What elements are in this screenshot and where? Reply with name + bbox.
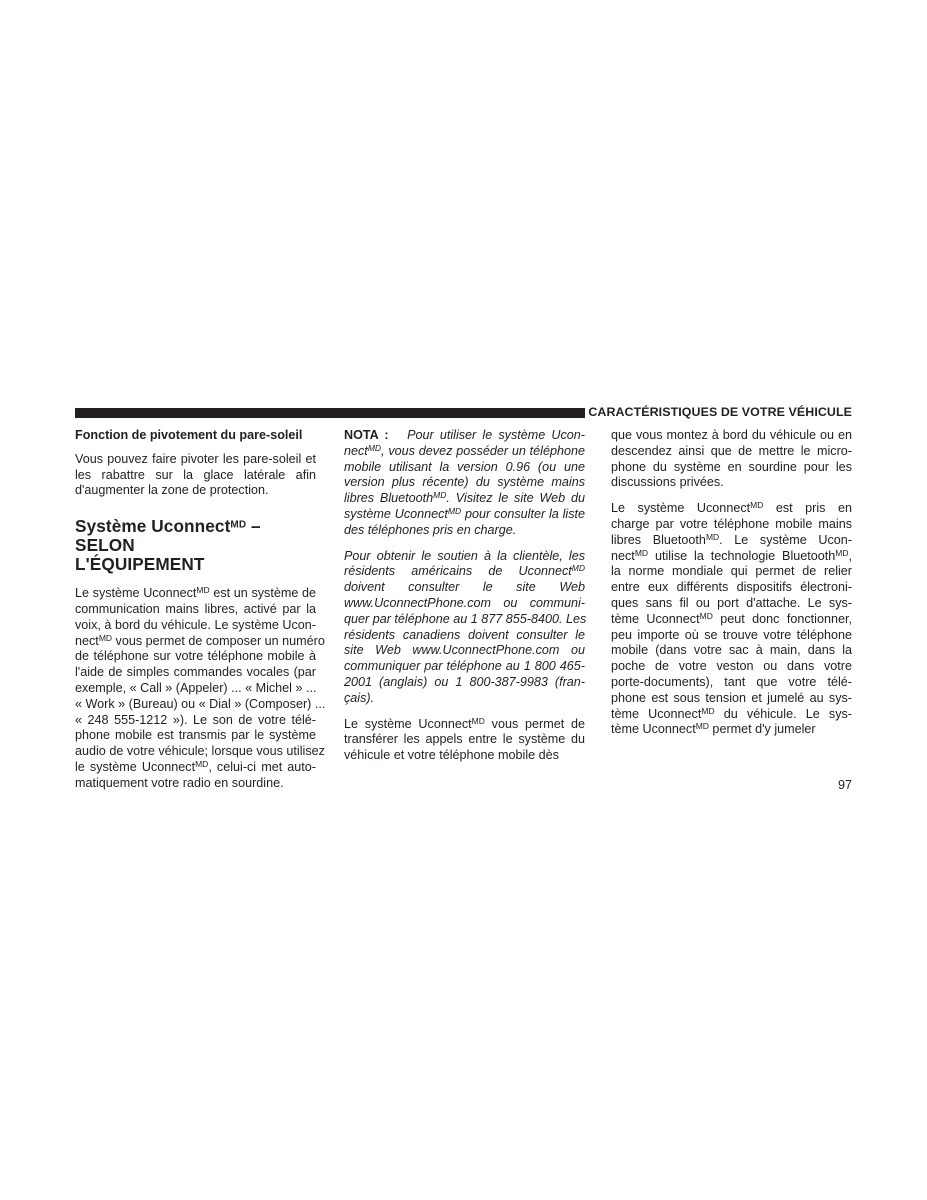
- column-1: [75, 428, 326, 802]
- paragraph-call-transfer: [344, 717, 585, 764]
- text-line: entre eux différents dispositifs électroni-: [611, 580, 852, 595]
- column-3: [611, 428, 852, 748]
- text-line: phone mobile est transmis par le système: [75, 728, 316, 743]
- text-line: poche de votre veston ou dans votre: [611, 659, 852, 674]
- paragraph-customer-support: [344, 549, 585, 707]
- text-line: libres Bluetooth$^{MD}$. Le système Ucon-: [611, 531, 852, 547]
- text-line: matiquement votre radio en sourdine.: [75, 775, 284, 790]
- column-2: [344, 428, 585, 774]
- text-line: Pour obtenir le soutien à la clientèle, les: [344, 548, 585, 563]
- text-line: véhicule et votre téléphone mobile dès: [344, 748, 559, 763]
- text-line: peu importe où se trouve votre téléphone: [611, 627, 852, 642]
- text-line: des téléphones pris en charge.: [344, 522, 517, 537]
- text-line: le système Uconnect$^{MD}$, celui-ci met auto-: [75, 759, 316, 774]
- text-line: communiquer par téléphone au 1 800 465-: [344, 659, 585, 674]
- text-line: résidents américains de Uconnect$^{MD}$: [344, 563, 585, 579]
- text-line: Le système Uconnect$^{MD}$ est pris en: [611, 500, 852, 516]
- text-line: çais).: [344, 690, 375, 705]
- text-line: 2001 (anglais) ou 1 800-387-9983 (fran-: [344, 674, 585, 689]
- paragraph-sun-visor: [75, 452, 316, 499]
- text-line: exemple, « Call » (Appeler) ... « Michel » ...: [75, 680, 317, 695]
- text-line: nect$^{MD}$ vous permet de composer un numéro: [75, 632, 325, 648]
- text-line: transférer les appels entre le système du: [344, 732, 585, 747]
- text-line: nect$^{MD}$ utilise la technologie Bluetooth$^{MD}$,: [611, 547, 852, 563]
- text-line: NOTA : Pour utiliser le système Ucon-: [344, 428, 585, 442]
- text-line: « 248 555-1212 »). Le son de votre télé-: [75, 712, 316, 727]
- text-line: résidents canadiens doivent consulter le: [344, 627, 585, 642]
- text-line: tème Uconnect$^{MD}$ du véhicule. Le sys-: [611, 705, 852, 721]
- subheading-sun-visor: Fonction de pivotement du pare-soleil: [75, 428, 303, 442]
- text-line: « Work » (Bureau) ou « Dial » (Composer) ...: [75, 696, 326, 711]
- heading-uconnect: Système Uconnect$^{MD}$ – SELON L'ÉQUIPEMENT: [75, 516, 261, 575]
- text-line: de téléphone sur votre téléphone mobile à: [75, 649, 316, 664]
- text-line: Vous pouvez faire pivoter les pare-soleil et: [75, 451, 316, 466]
- text-line: tème Uconnect$^{MD}$ permet d'y jumeler: [611, 721, 816, 737]
- text-line: système Uconnect$^{MD}$ pour consulter la liste: [344, 506, 585, 521]
- text-line: www.UconnectPhone.com ou communi-: [344, 595, 585, 610]
- text-line: voix, à bord du véhicule. Le système Ucon-: [75, 617, 316, 632]
- text-line: mobile (dans votre sac à main, dans la: [611, 643, 852, 658]
- text-line: les rabattre sur la glace latérale afin: [75, 467, 316, 482]
- text-line: audio de votre véhicule; lorsque vous utilisez: [75, 744, 325, 759]
- text-line: phone du système en sourdine pour les: [611, 459, 852, 474]
- text-line: Le système Uconnect$^{MD}$ est un système de: [75, 585, 316, 601]
- header-rule: [75, 408, 585, 418]
- text-line: discussions privées.: [611, 475, 724, 490]
- text-line: libres Bluetooth$^{MD}$. Visitez le site Web du: [344, 490, 586, 506]
- text-line: nect$^{MD}$, vous devez posséder un téléphone: [344, 442, 585, 458]
- text-line: d'augmenter la zone de protection.: [75, 483, 269, 498]
- text-line: version plus récente) du système mains: [344, 475, 585, 490]
- text-line: communication mains libres, activé par la: [75, 601, 316, 616]
- paragraph-bluetooth: [611, 501, 852, 738]
- text-line: ques sans fil ou port d'attache. Le sys-: [611, 595, 852, 610]
- text-line: quer par téléphone au 1 877 855-8400. Les: [344, 611, 587, 626]
- page-number: 97: [837, 778, 852, 792]
- section-title: CARACTÉRISTIQUES DE VOTRE VÉHICULE: [588, 405, 852, 419]
- text-line: doivent consulter le site Web: [344, 580, 585, 595]
- text-line: phone est sous tension et jumelé au sys-: [611, 690, 852, 705]
- text-line: porte-documents), tant que votre télé-: [611, 674, 852, 689]
- text-line: l'aide de simples commandes vocales (par: [75, 665, 316, 680]
- text-line: Le système Uconnect$^{MD}$ vous permet de: [344, 715, 585, 731]
- text-line: que vous montez à bord du véhicule ou en: [611, 428, 852, 442]
- paragraph-mute-microphone: [611, 428, 852, 491]
- text-line: site Web www.UconnectPhone.com ou: [344, 643, 585, 658]
- text-line: mobile utilisant la version 0.96 (ou une: [344, 459, 585, 474]
- note-block: [344, 428, 585, 539]
- text-line: descendez ainsi que de mettre le micro-: [611, 443, 852, 458]
- text-line: la norme mondiale qui permet de relier: [611, 564, 852, 579]
- paragraph-uconnect-intro: [75, 585, 326, 791]
- text-line: tème Uconnect$^{MD}$ peut donc fonctionner,: [611, 610, 852, 626]
- text-line: charge par votre téléphone mobile mains: [611, 516, 852, 531]
